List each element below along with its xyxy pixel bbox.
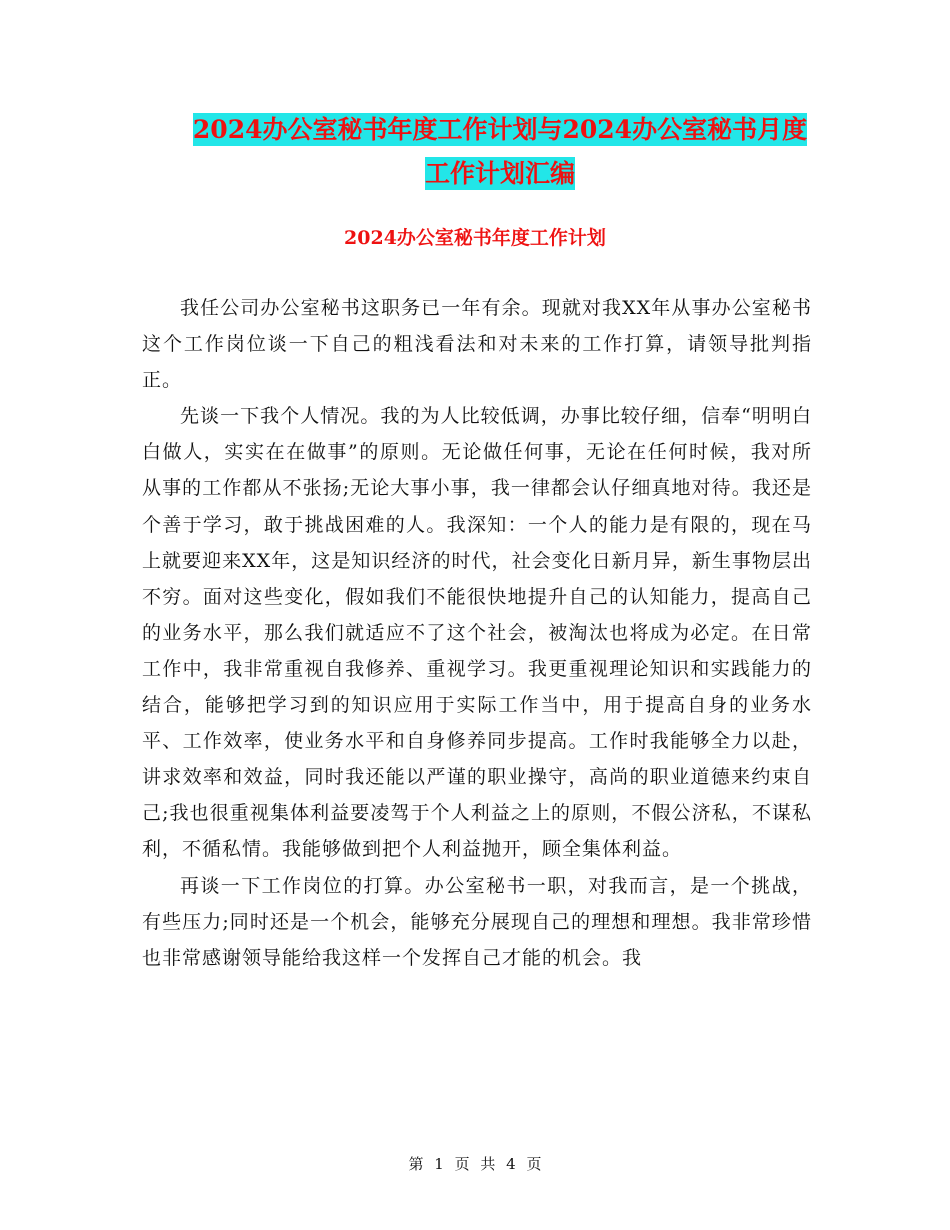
document-body — [142, 290, 812, 976]
document-title — [140, 108, 860, 196]
document-title-line-1: 2024办公室秘书年度工作计划与2024办公室秘书月度 — [192, 115, 808, 144]
section-title: 2024办公室秘书年度工作计划 — [344, 227, 606, 249]
paragraph-1: 我任公司办公室秘书这职务已一年有余。现就对我XX年从事办公室秘书这个工作岗位谈一下自己的粗浅看法和对未来的工作打算，请领导批判指正。 — [142, 297, 812, 392]
document-title-line-2: 工作计划汇编 — [424, 159, 575, 188]
paragraph-2: 先谈一下我个人情况。我的为人比较低调，办事比较仔细，信奉“明明白白做人，实实在在做事”的原则。无论做任何事，无论在任何时候，我对所从事的工作都从不张扬;无论大事小事，我一律都会认仔细真地对待。我还是个善于学习，敢于挑战困难的人。我深知：一个人的能力是有限的，现在马上就要迎来XX年，这是知识经济的时代，社会变化日新月异，新生事物层出不穷。面对这些变化，假如我们不能很快地提升自己的认知能力，提高自己的业务水平，那么我们就适应不了这个社会，被淘汰也将成为必定。在日常工作中，我非常重视自我修养、重视学习。我更重视理论知识和实践能力的结合，能够把学习到的知识应用于实际工作当中，用于提高自身的业务水平、工作效率，使业务水平和自身修养同步提高。工作时我能够全力以赴，讲求效率和效益，同时我还能以严谨的职业操守，高尚的职业道德来约束自己;我也很重视集体利益要凌驾于个人利益之上的原则，不假公济私，不谋私利，不循私情。我能够做到把个人利益抛开，顾全集体利益。 — [142, 405, 812, 861]
paragraph-3: 再谈一下工作岗位的打算。办公室秘书一职，对我而言，是一个挑战，有些压力;同时还是一个机会，能够充分展现自己的理想和理想。我非常珍惜也非常感谢领导能给我这样一个发挥自己才能的机会。我 — [142, 874, 812, 969]
page-footer: 第 1 页 共 4 页 — [408, 1155, 542, 1173]
